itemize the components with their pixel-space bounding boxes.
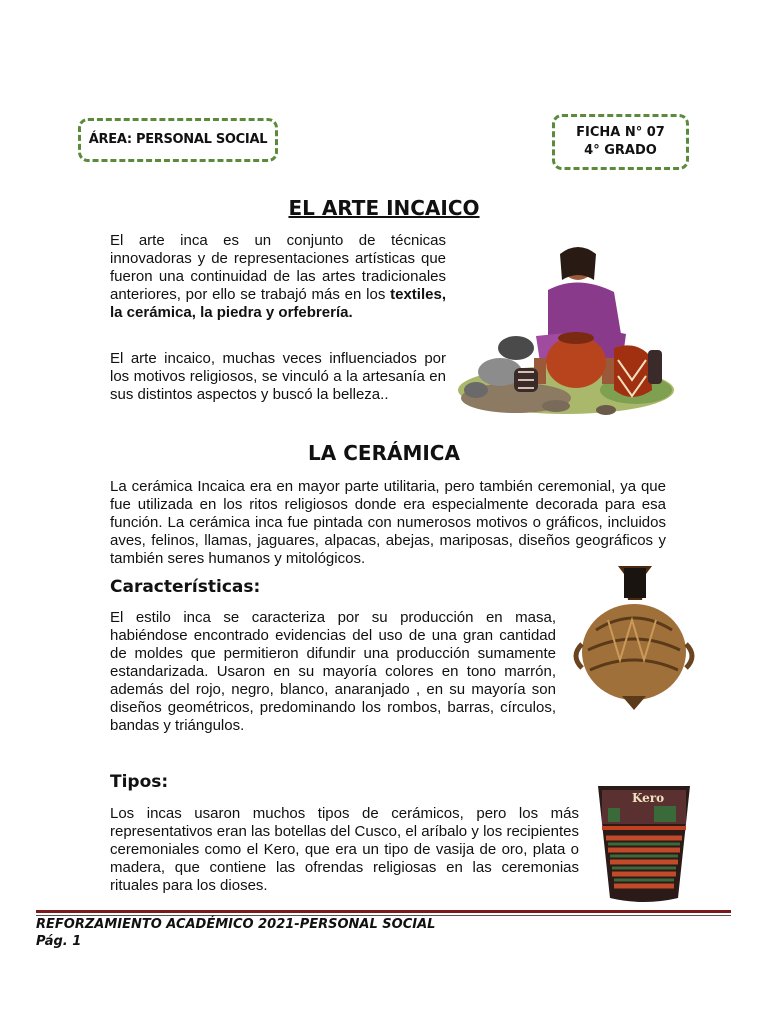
tipos-heading: Tipos: bbox=[110, 772, 169, 792]
kero-label: Kero bbox=[632, 791, 665, 805]
footer bbox=[36, 916, 435, 950]
section-title-ceramica: LA CERÁMICA bbox=[308, 441, 460, 465]
page-title: EL ARTE INCAICO bbox=[288, 196, 480, 220]
aribalo-vessel-image bbox=[568, 560, 702, 712]
grade-label: 4° GRADO bbox=[584, 143, 657, 158]
ficha-box bbox=[552, 114, 689, 170]
area-label: ÁREA: PERSONAL SOCIAL bbox=[88, 132, 268, 147]
tipos-paragraph: Los incas usaron muchos tipos de cerámicos, pero los más representativos eran las botellas del Cusco, el aríbalo y los recipientes ceremoniales como el Kero, que era un tipo de vasija de oro, plata o madera, que contiene las ofrendas religiosas en las ceremonias rituales para los dioses. bbox=[110, 805, 579, 894]
ficha-number: FICHA N° 07 bbox=[576, 125, 665, 140]
footer-rule bbox=[36, 910, 731, 913]
caracteristicas-paragraph: El estilo inca se caracteriza por su producción en masa, habiéndose encontrado evidencias del uso de una gran cantidad de moldes que permitieron difundir una producción sumamente estandarizada. Usaron en su mayoría colores en tono marrón, además del rojo, negro, blanco, anaranjado , en su mayoría son diseños geométricos, predominando los rombos, barras, círculos, bandas y triángulos. bbox=[110, 609, 556, 734]
ceramica-paragraph: La cerámica Incaica era en mayor parte utilitaria, pero también ceremonial, ya que fue utilizada en los ritos religiosos donde era especialmente decorada para esa función. La cerámica inca fue pintada con numerosos motivos o gráficos, incluidos aves, felinos, llamas, jaguares, alpacas, abejas, mariposas, diseños geográficos y también seres humanos y mitológicos. bbox=[110, 478, 666, 567]
caracteristicas-heading: Características: bbox=[110, 577, 261, 597]
inca-potter-illustration bbox=[456, 240, 676, 418]
area-label-box bbox=[78, 118, 278, 162]
intro-paragraph-1: El arte inca es un conjunto de técnicas innovadoras y de representaciones artísticas que fueron una continuidad de las artes tradicionales anteriores, por ello se trabajó más en los textiles, la cerámica, la piedra y orfebrería. bbox=[110, 232, 446, 321]
kero-vessel-image bbox=[594, 782, 694, 906]
page-number: Pág. 1 bbox=[36, 934, 82, 949]
footer-title: REFORZAMIENTO ACADÉMICO 2021-PERSONAL SOCIAL bbox=[36, 917, 436, 932]
intro-paragraph-2: El arte incaico, muchas veces influenciados por los motivos religiosos, se vinculó a la artesanía en sus distintos aspectos y buscó la belleza.. bbox=[110, 350, 446, 403]
